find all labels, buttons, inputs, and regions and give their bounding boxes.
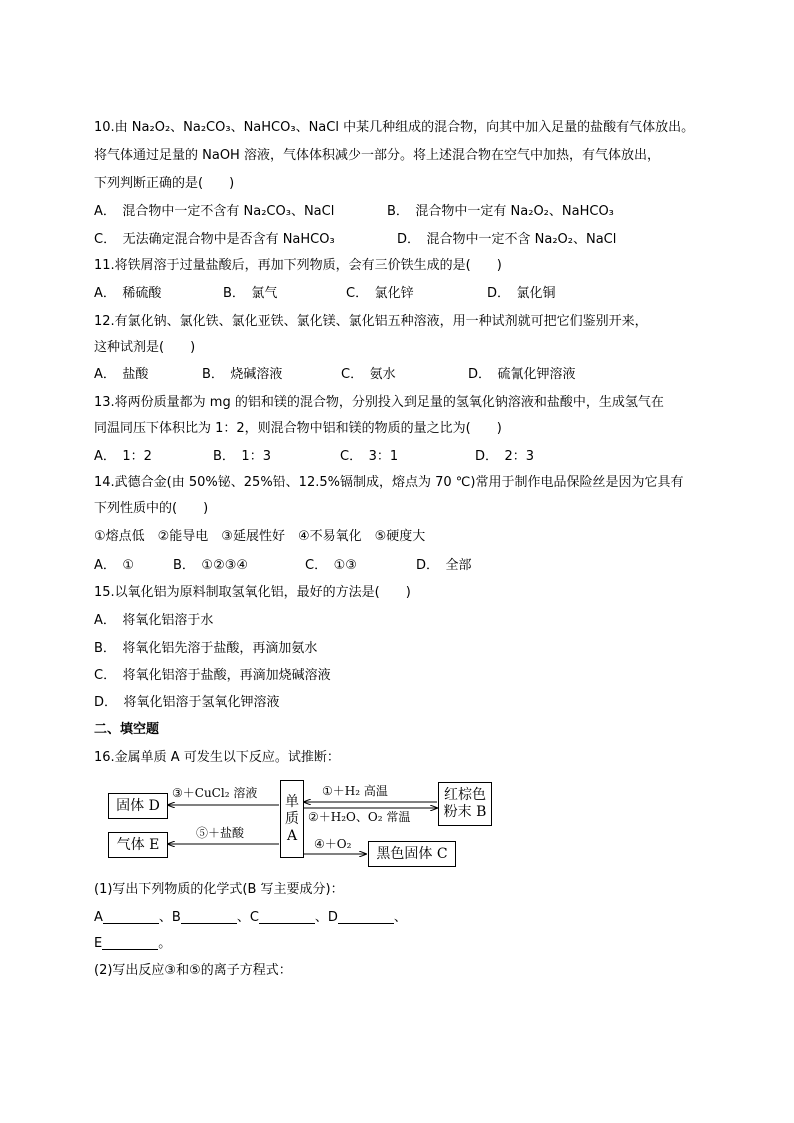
label-b: 、B xyxy=(158,910,181,925)
label-sep: 、 xyxy=(393,910,407,925)
label-reaction-5: ⑤＋盐酸 xyxy=(196,826,245,840)
blank-a[interactable] xyxy=(103,909,159,924)
label-reaction-3: ③＋CuCl₂ 溶液 xyxy=(172,786,258,800)
q14-line-2: 下列性质中的( ) xyxy=(94,501,209,516)
q12-line-2: 这种试剂是( ) xyxy=(94,340,196,355)
box-black-solid-c: 黑色固体 C xyxy=(368,841,456,867)
q11-stem: 11.将铁屑溶于过量盐酸后，再加下列物质，会有三价铁生成的是( ) xyxy=(94,258,502,273)
red-powder-line-2: 粉末 B xyxy=(443,804,487,820)
q15-option-c: C． 将氧化铝溶于盐酸，再滴加烧碱溶液 xyxy=(94,668,331,683)
q16-answer-line-2 xyxy=(94,935,171,953)
q12-line-1: 12.有氯化钠、氯化铁、氯化亚铁、氯化镁、氯化铝五种溶液，用一种试剂就可把它们鉴别开来， xyxy=(94,314,648,329)
label-reaction-4: ④＋O₂ xyxy=(314,837,352,851)
reaction-diagram xyxy=(104,778,504,870)
label-reaction-1: ①＋H₂ 高温 xyxy=(322,784,388,798)
q12-option-a: A． 盐酸 xyxy=(94,367,149,382)
q10-line-3: 下列判断正确的是( ) xyxy=(94,176,235,191)
q13-option-b: B． 1：3 xyxy=(213,449,271,464)
q12-option-d: D． 硫氰化钾溶液 xyxy=(468,367,576,382)
q10-option-d: D． 混合物中一定不含 Na₂O₂、NaCl xyxy=(397,232,617,247)
q12-option-c: C． 氨水 xyxy=(341,367,396,382)
blank-b[interactable] xyxy=(181,909,237,924)
q14-option-b: B． ①②③④ xyxy=(173,558,249,573)
label-d: 、D xyxy=(314,910,338,925)
q15-option-d: D． 将氧化铝溶于氢氧化钾溶液 xyxy=(94,695,280,710)
q10-line-1: 10.由 Na₂O₂、Na₂CO₃、NaHCO₃、NaCl 中某几种组成的混合物，向其中加入足量的盐酸有气体放出。 xyxy=(94,120,695,135)
q13-option-a: A． 1：2 xyxy=(94,449,152,464)
q14-line-1: 14.武德合金(由 50%铋、25%铅、12.5%镉制成，熔点为 70 ℃)常用于制作电品保险丝是因为它具有 xyxy=(94,475,684,490)
q14-option-d: D． 全部 xyxy=(416,558,472,573)
label-e-end: 。 xyxy=(158,936,172,951)
blank-c[interactable] xyxy=(259,909,315,924)
q15-option-a: A． 将氧化铝溶于水 xyxy=(94,613,214,628)
q13-line-2: 同温同压下体积比为 1：2，则混合物中铝和镁的物质的量之比为( ) xyxy=(94,421,502,436)
q10-line-2: 将气体通过足量的 NaOH 溶液，气体体积减少一部分。将上述混合物在空气中加热，有气体放出， xyxy=(94,148,660,163)
q13-option-d: D． 2：3 xyxy=(475,449,535,464)
q14-properties: ①熔点低 ②能导电 ③延展性好 ④不易氧化 ⑤硬度大 xyxy=(94,529,426,544)
q15-stem: 15.以氧化铝为原料制取氢氧化铝，最好的方法是( ) xyxy=(94,585,411,600)
center-char-1: 单 xyxy=(285,793,299,810)
q10-option-a: A． 混合物中一定不含有 Na₂CO₃、NaCl xyxy=(94,204,335,219)
blank-e[interactable] xyxy=(102,935,158,950)
center-char-3: A xyxy=(286,827,298,844)
box-solid-d: 固体 D xyxy=(108,793,168,819)
q16-sub-1: (1)写出下列物质的化学式(B 写主要成分)： xyxy=(94,882,344,897)
q15-option-b: B． 将氧化铝先溶于盐酸，再滴加氨水 xyxy=(94,641,318,656)
box-gas-e: 气体 E xyxy=(108,832,168,858)
center-char-2: 质 xyxy=(285,810,299,827)
q11-option-c: C． 氯化锌 xyxy=(346,286,414,301)
box-element-a xyxy=(280,780,304,858)
q16-sub-2: (2)写出反应③和⑤的离子方程式： xyxy=(94,963,292,978)
red-powder-line-1: 红棕色 xyxy=(444,787,486,803)
q16-answer-line-1 xyxy=(94,909,407,927)
label-reaction-2: ②＋H₂O、O₂ 常温 xyxy=(308,810,411,824)
q13-line-1: 13.将两份质量都为 mg 的铝和镁的混合物，分别投入到足量的氢氧化钠溶液和盐酸中，生成氢气在 xyxy=(94,395,664,410)
label-c: 、C xyxy=(236,910,259,925)
q10-option-c: C． 无法确定混合物中是否含有 NaHCO₃ xyxy=(94,232,335,247)
q14-option-c: C． ①③ xyxy=(305,558,357,573)
q11-option-b: B． 氯气 xyxy=(223,286,278,301)
q11-option-d: D． 氯化铜 xyxy=(487,286,556,301)
q16-stem: 16.金属单质 A 可发生以下反应。试推断： xyxy=(94,750,340,765)
label-e: E xyxy=(94,936,103,951)
box-red-powder-b xyxy=(438,782,492,826)
q10-option-b: B． 混合物中一定有 Na₂O₂、NaHCO₃ xyxy=(387,204,614,219)
q14-option-a: A． ① xyxy=(94,558,135,573)
blank-d[interactable] xyxy=(338,909,394,924)
q11-option-a: A． 稀硫酸 xyxy=(94,286,162,301)
q13-option-c: C． 3：1 xyxy=(340,449,399,464)
section-heading-fill-in: 二、填空题 xyxy=(94,722,160,737)
q12-option-b: B． 烧碱溶液 xyxy=(202,367,283,382)
label-a: A xyxy=(94,910,103,925)
